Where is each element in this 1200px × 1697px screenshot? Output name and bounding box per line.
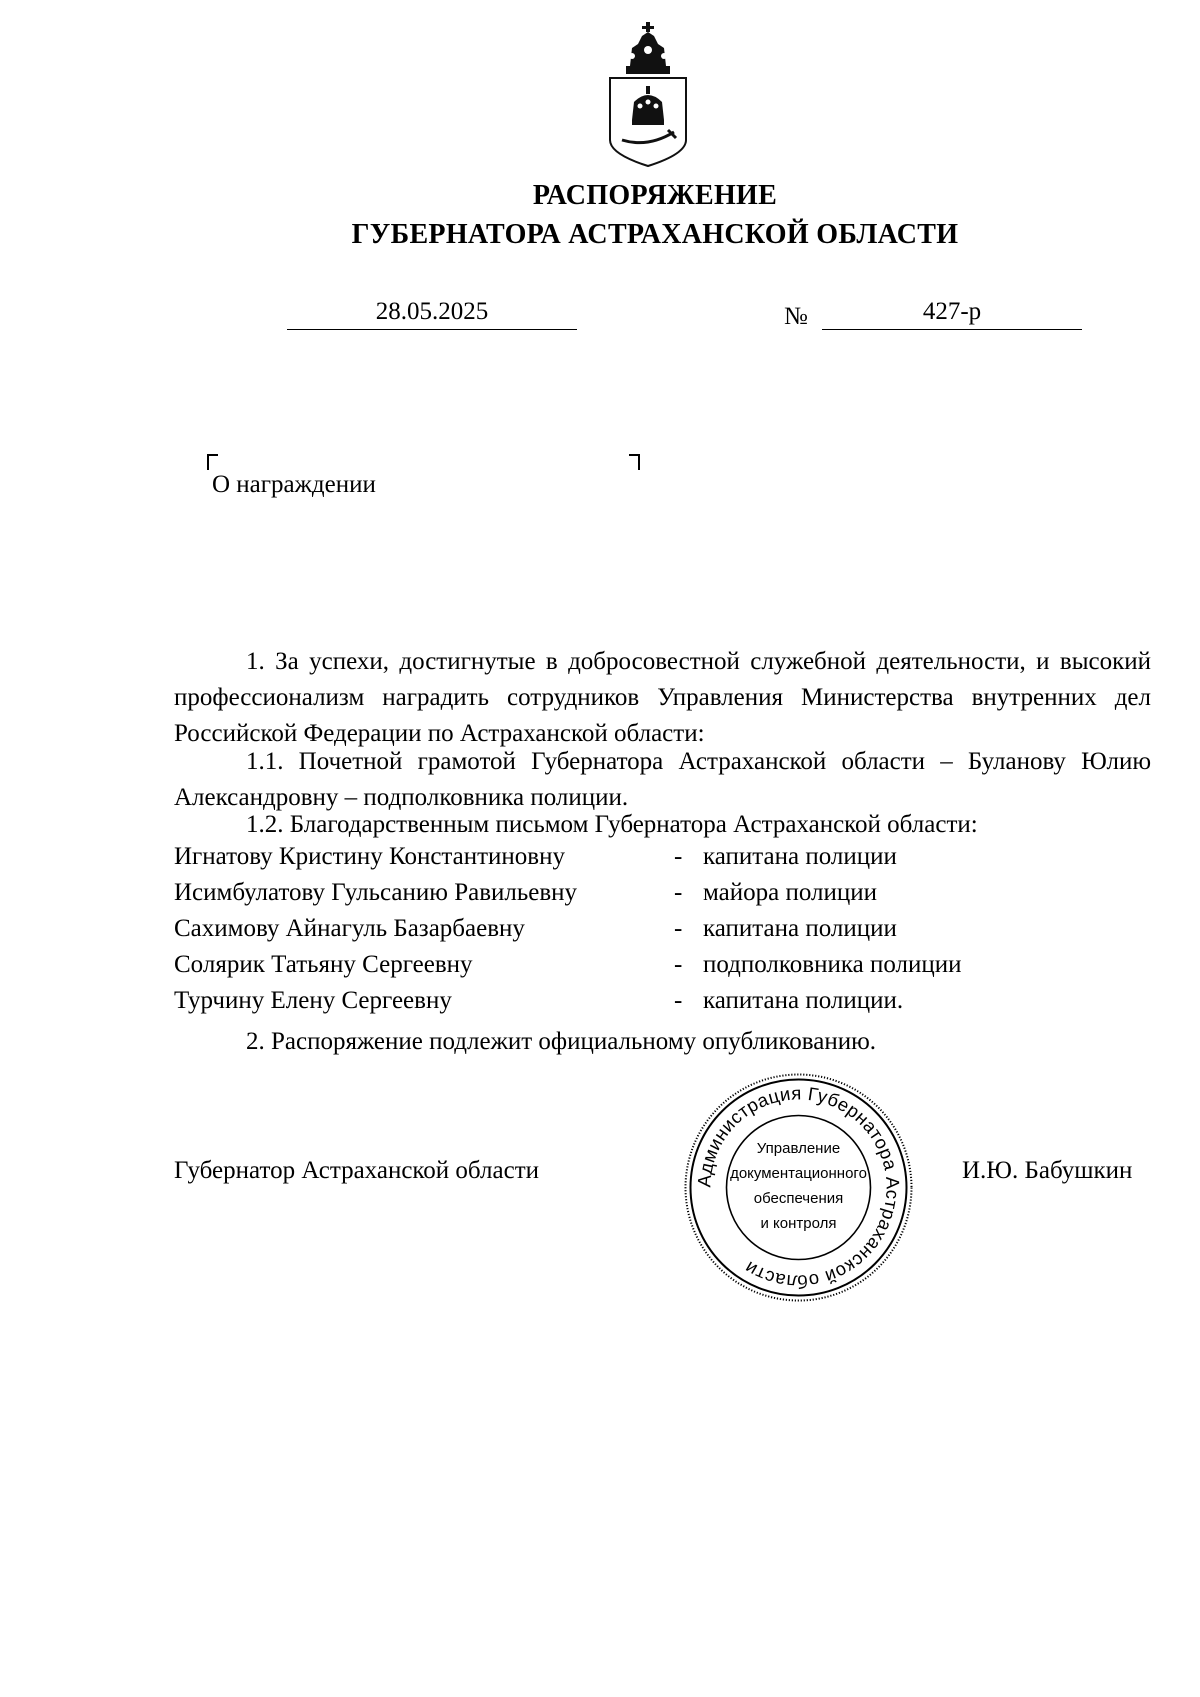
coat-of-arms-emblem	[602, 22, 694, 168]
recipient-rank: майора полиции	[703, 879, 878, 906]
recipient-dash: -	[674, 987, 683, 1014]
recipient-rank: подполковника полиции	[703, 951, 962, 978]
seal-ring-text: Администрация Губернатора Астраханской области	[693, 1082, 904, 1293]
seal-center-line: Управление	[756, 1140, 841, 1157]
recipient-name: Исимбулатову Гульсанию Равильевну	[174, 879, 578, 906]
paragraph-1-1: 1.1. Почетной грамотой Губернатора Астраханской области – Буланову Юлию Александровну – подполковника полиции.	[174, 748, 1151, 811]
issuer-title: ГУБЕРНАТОРА АСТРАХАНСКОЙ ОБЛАСТИ	[351, 219, 959, 250]
subject-corner-left	[207, 454, 218, 470]
paragraph-1: 1. За успехи, достигнутые в добросовестной служебной деятельности, и высокий профессионализм наградить сотрудников Управления Министерства внутренних дел Российской Федерации по Астраханской области:	[174, 648, 1151, 747]
document-number-field: 427-р	[822, 298, 1082, 330]
seal-center-line: и контроля	[760, 1215, 837, 1232]
official-seal	[682, 1071, 915, 1304]
recipient-name: Сахимову Айнагуль Базарбаевну	[174, 915, 525, 942]
signatory-title: Губернатор Астраханской области	[174, 1157, 540, 1184]
paragraph-2: 2. Распоряжение подлежит официальному опубликованию.	[246, 1028, 877, 1055]
recipient-name: Солярик Татьяну Сергеевну	[174, 951, 473, 978]
signatory-name: И.Ю. Бабушкин	[962, 1157, 1133, 1184]
subject-corner-right	[629, 454, 640, 470]
recipient-name: Турчину Елену Сергеевну	[174, 987, 452, 1014]
recipient-dash: -	[674, 951, 683, 978]
recipient-rank: капитана полиции.	[703, 987, 904, 1014]
recipient-dash: -	[674, 843, 683, 870]
date-field: 28.05.2025	[287, 298, 577, 330]
number-sign: №	[784, 303, 808, 330]
paragraph-1-2: 1.2. Благодарственным письмом Губернатора Астраханской области:	[246, 811, 978, 838]
recipient-name: Игнатову Кристину Константиновну	[174, 843, 565, 870]
document-type-title: РАСПОРЯЖЕНИЕ	[532, 180, 778, 211]
recipient-dash: -	[674, 915, 683, 942]
seal-center-line: обеспечения	[753, 1190, 844, 1207]
recipient-rank: капитана полиции	[703, 915, 897, 942]
recipient-dash: -	[674, 879, 683, 906]
subject-heading: О награждении	[212, 471, 376, 498]
recipient-rank: капитана полиции	[703, 843, 897, 870]
seal-center-line: документационного	[730, 1165, 867, 1182]
